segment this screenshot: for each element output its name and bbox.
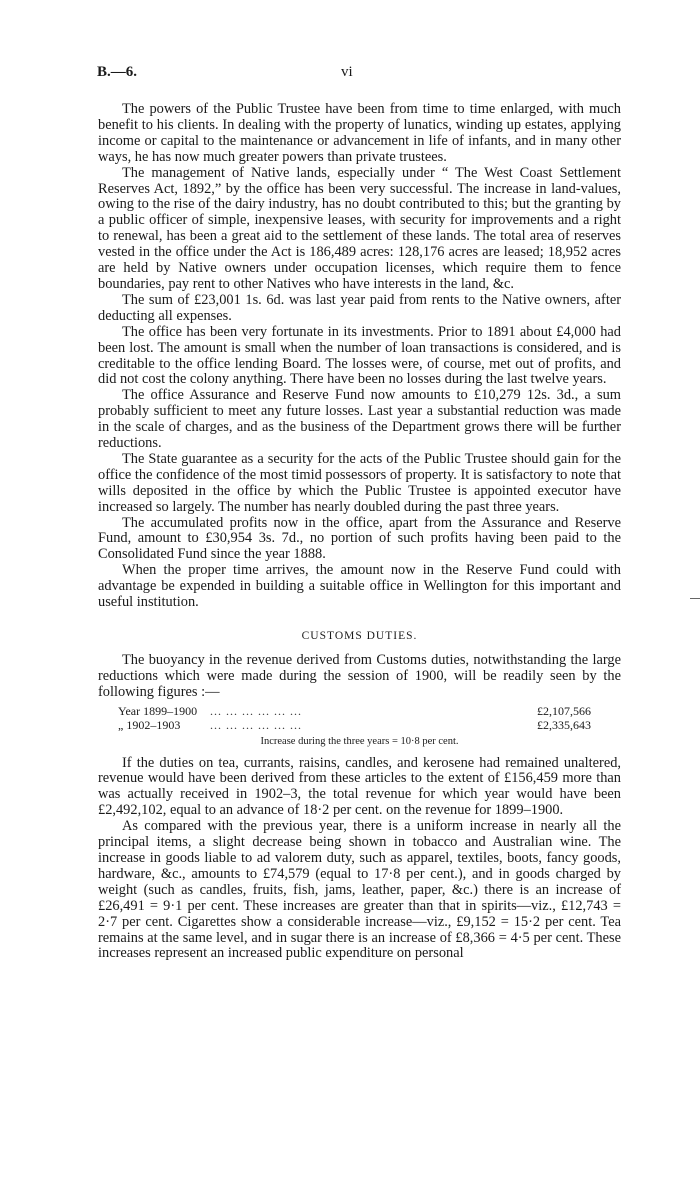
leader-dots: ... ... ... ... ... ... (210, 703, 302, 718)
table-row-label: „ 1902–1903 (118, 717, 181, 732)
paragraph-customs-intro: The buoyancy in the revenue derived from Customs duties, notwithstanding the large reductions which were made during the session of 1900, will be readily seen by the following figures :— (98, 651, 621, 700)
paragraph-reserve-fund: When the proper time arrives, the amount now in the Reserve Fund could with advantage be expended in building a suitable office in Wellington for this important and useful institution. (98, 562, 621, 611)
paragraph-powers: The powers of the Public Trustee have been from time to time enlarged, with much benefit to his clients. In dealing with the property of lunatics, winding up estates, applying income or capital to the maintenance or advancement in life of infants, and in many other ways, he has now much greater powers than private trustees. (98, 101, 621, 165)
paragraph-rents: The sum of £23,001 1s. 6d. was last year paid from rents to the Native owners, after deducting all expenses. (98, 291, 621, 324)
paragraph-native-lands: The management of Native lands, especially under “ The West Coast Settlement Reserves Act, 1892,” by the office has been very successful. The increase in land-values, owing to the rise of the dairy industry, has no doubt contributed to this; but the granting by a public officer of simple, inexpensive leases, with security for improvements and a right to renewal, has been a great aid to the settlement of these lands. The total area of reserves vested in the office under the Act is 186,489 acres: 128,176 acres are leased; 18,952 acres are held by Native owners under occupation licenses, which require them to fence boundaries, pay rent to other Natives who have interests in the land, &c. (98, 164, 621, 292)
leader-dots: ... ... ... ... ... ... (210, 717, 302, 732)
document-reference: B.—6. (97, 64, 138, 80)
table-row-label: Year 1899–1900 (118, 703, 198, 718)
revenue-table (98, 704, 621, 732)
document-body (98, 102, 621, 962)
table-row-amount: £2,107,566 (537, 703, 591, 718)
paragraph-duties-unaltered: If the duties on tea, currants, raisins, candles, and kerosene had remained unaltered, revenue would have been derived from these articles to the extent of £156,459 more than was actually received in 1902–3, the total revenue for which year would have been £2,492,102, equal to an advance of 18·2 per cent. on the revenue for 1899–1900. (98, 754, 621, 819)
paragraph-accumulated-profits: The accumulated profits now in the office, apart from the Assurance and Reserve Fund, amount to £30,954 3s. 7d., no portion of such profits having been paid to the Consolidated Fund since the year 1888. (98, 514, 621, 563)
table-row (98, 704, 621, 718)
paragraph-comparison: As compared with the previous year, there is a uniform increase in nearly all the principal items, a slight decrease being shown in tobacco and Australian wine. The increase in goods liable to ad valorem duty, such as apparel, textiles, boots, fancy goods, hardware, &c., amounts to £74,579 (equal to 17·8 per cent.), and in goods charged by weight (such as candles, fruits, fish, jams, leather, paper, &c.) there is an increase of £26,491 = 9·1 per cent. These increases are greater than that in spirits—viz., £12,743 = 2·7 per cent. Cigarettes show a considerable increase—viz., £9,152 = 15·2 per cent. Tea remains at the same level, and in sugar there is an increase of £8,366 = 4·5 per cent. These increases represent an increased public expenditure on personal (98, 818, 621, 962)
page-header (97, 64, 621, 86)
table-row-amount: £2,335,643 (537, 717, 591, 732)
section-title-customs: CUSTOMS DUTIES. (301, 630, 418, 642)
paragraph-assurance-fund: The office Assurance and Reserve Fund now amounts to £10,279 12s. 3d., a sum probably sufficient to meet any future losses. Last year a substantial reduction was made in the scale of charges, and as the business of the Department grows there will be further reductions. (98, 387, 621, 452)
paragraph-state-guarantee: The State guarantee as a security for the acts of the Public Trustee should gain for the office the confidence of the most timid possessors of property. It is satisfactory to note that wills deposited in the office by which the Public Trustee is appointed executor have increased so largely. The number has nearly doubled during the past three years. (98, 450, 621, 515)
page-number: vi (341, 64, 353, 80)
paragraph-investments: The office has been very fortunate in its investments. Prior to 1891 about £4,000 had been lost. The amount is small when the number of loan transactions is considered, and is creditable to the office lending Board. The losses were, of course, met out of profits, and did not cost the colony anything. There have been no losses during the last twelve years. (98, 323, 621, 388)
table-row (98, 718, 621, 732)
margin-mark (690, 598, 700, 599)
table-caption: Increase during the three years = 10·8 per cent. (260, 735, 459, 747)
